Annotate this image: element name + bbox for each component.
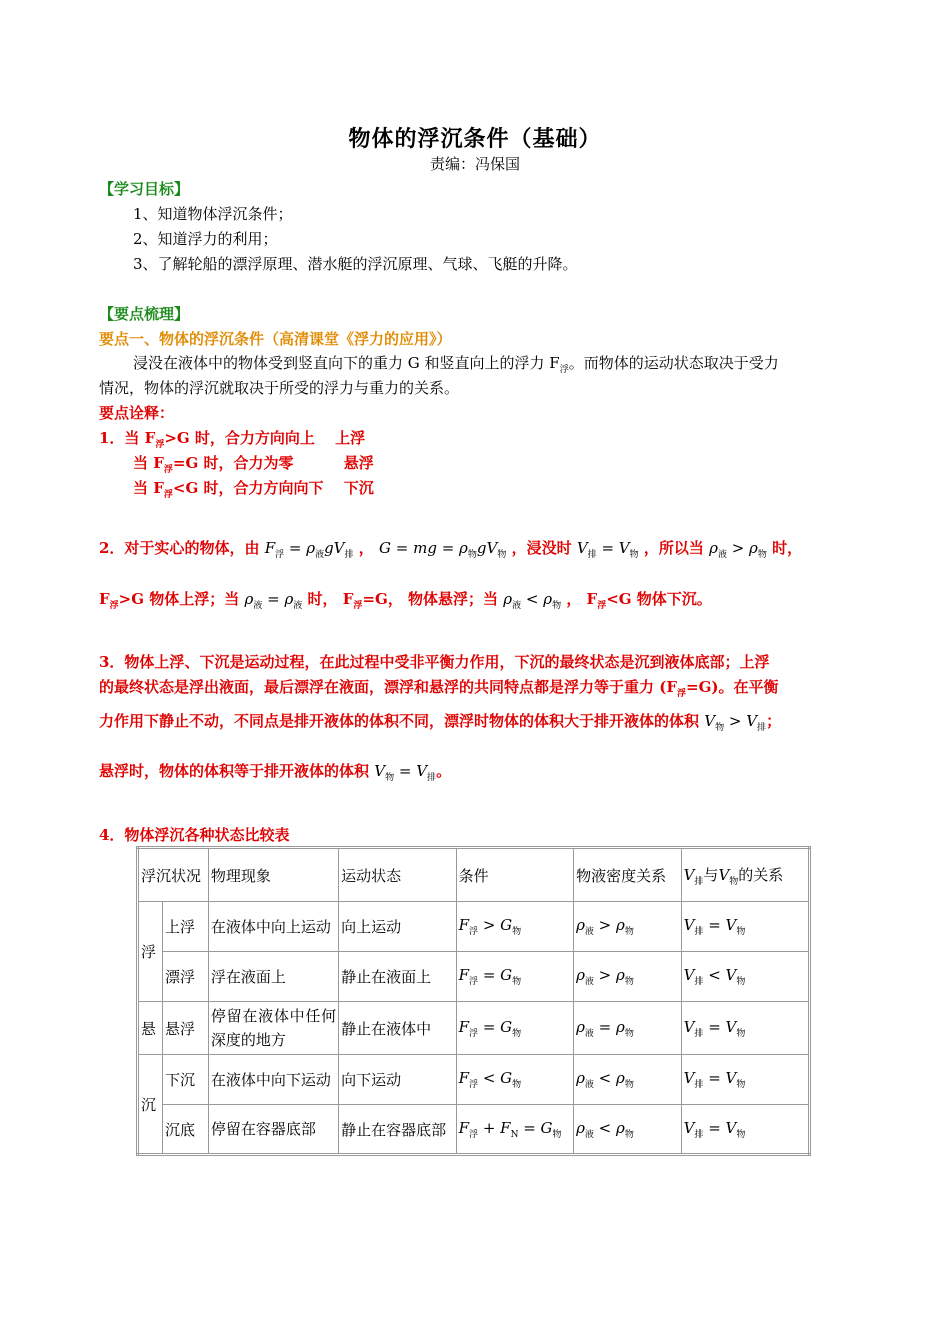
cell-motion: 静止在液体中 (339, 1002, 456, 1055)
table-header-row (138, 848, 810, 902)
table-row (138, 952, 810, 1002)
cell-motion: 静止在容器底部 (339, 1105, 456, 1155)
table-row (138, 1002, 810, 1055)
point3-line4: 悬浮时，物体的体积等于排开液体的体积 $V_物 = V_排$。 (99, 762, 452, 783)
formula-density-equal: $\rho_液 = \rho_液$ (244, 590, 303, 611)
group-suspend: 悬 (138, 1002, 163, 1055)
cell-volume: $V_排 = V_物$ (681, 1055, 809, 1105)
cell-condition: $F_浮 + F_N = G_物$ (456, 1105, 573, 1155)
point4-heading: 4．物体浮沉各种状态比较表 (99, 826, 290, 844)
comparison-table (136, 846, 811, 1156)
header-state: 浮沉状况 (138, 848, 209, 902)
formula-volume-equal: $V_排 = V_物$ (576, 539, 639, 560)
cell-condition: $F_浮 < G_物$ (456, 1055, 573, 1105)
cell-density: $\rho_液 > \rho_物$ (574, 952, 682, 1002)
cell-density: $\rho_液 < \rho_物$ (574, 1105, 682, 1155)
cell-state: 悬浮 (162, 1002, 208, 1055)
table-row (138, 902, 810, 952)
cell-phenomenon: 浮在液面上 (208, 952, 338, 1002)
cell-condition: $F_浮 = G_物$ (456, 1002, 573, 1055)
cell-motion: 静止在液面上 (339, 952, 456, 1002)
points-heading: 【要点梳理】 (99, 305, 190, 323)
cell-condition: $F_浮 > G_物$ (456, 902, 573, 952)
paragraph-1a: 浸没在液体中的物体受到竖直向下的重力 G 和竖直向上的浮力 $F_浮$。而物体的运动状态取决于受力 (133, 354, 779, 375)
rule-line-1: 1．当 $F_浮>G$ 时，合力方向向上 上浮 (99, 429, 366, 450)
point3-line2: 的最终状态是浮出液面，最后漂浮在液面，漂浮和悬浮的共同特点都是浮力等于重力 $(F_浮=G)$。在平衡 (99, 678, 779, 699)
goal-item-2: 2、知道浮力的利用； (133, 230, 278, 248)
cell-phenomenon: 在液体中向下运动 (208, 1055, 338, 1105)
paragraph-1b: 情况，物体的浮沉就取决于所受的浮力与重力的关系。 (99, 379, 460, 397)
header-condition: 条件 (456, 848, 573, 902)
cell-density: $\rho_液 = \rho_物$ (574, 1002, 682, 1055)
cell-state: 上浮 (162, 902, 208, 952)
editor-line: 责编：冯保国 (429, 155, 520, 173)
cell-volume: $V_排 < V_物$ (681, 952, 809, 1002)
rule-line-2: 当 $F_浮=G$ 时，合力为零 悬浮 (133, 454, 374, 475)
rule-line-3: 当 $F_浮<G$ 时，合力方向向下 下沉 (133, 479, 374, 500)
cell-density: $\rho_液 < \rho_物$ (574, 1055, 682, 1105)
cell-motion: 向下运动 (339, 1055, 456, 1105)
cell-condition: $F_浮 = G_物$ (456, 952, 573, 1002)
cell-volume: $V_排 = V_物$ (681, 1105, 809, 1155)
header-density: 物液密度关系 (574, 848, 682, 902)
formula-gravity: G = mg = $\rho_物gV_物$ (379, 539, 507, 560)
goals-heading: 【学习目标】 (99, 180, 190, 198)
point3-line3: 力作用下静止不动，不同点是排开液体的体积不同，漂浮时物体的体积大于排开液体的体积 $V_物 > V_排$； (99, 712, 782, 733)
cell-state: 漂浮 (162, 952, 208, 1002)
point1-heading: 要点一、物体的浮沉条件（高清课堂《浮力的应用》） (99, 330, 452, 348)
group-sink: 沉 (138, 1055, 163, 1155)
cell-phenomenon: 停留在液体中任何深度的地方 (208, 1002, 338, 1055)
cell-density: $\rho_液 > \rho_物$ (574, 902, 682, 952)
group-float: 浮 (138, 902, 163, 1002)
explain-heading: 要点诠释： (99, 404, 175, 422)
header-volume: $V_排$与$V_物$的关系 (681, 848, 809, 902)
cell-volume: $V_排 = V_物$ (681, 902, 809, 952)
cell-volume: $V_排 = V_物$ (681, 1002, 809, 1055)
formula-volume-greater: $V_物 > V_排$ (704, 712, 767, 733)
formula-volume-equal-2: $V_物 = V_排$ (374, 762, 437, 783)
point2-line1: 2．对于实心的物体，由 $F_浮 = \rho_液gV_排$ ， G = mg = $\rho_物gV_物$ ，浸没时 $V_排 = V_物$ ，所以当 $\rho_液 > \rho_物$ 时， (99, 539, 803, 560)
cell-state: 沉底 (162, 1105, 208, 1155)
goal-item-1: 1、知道物体浮沉条件； (133, 205, 293, 223)
table-row (138, 1105, 810, 1155)
cell-phenomenon: 停留在容器底部 (208, 1105, 338, 1155)
header-motion: 运动状态 (339, 848, 456, 902)
cell-motion: 向上运动 (339, 902, 456, 952)
page-title: 物体的浮沉条件（基础） (348, 126, 602, 152)
cell-phenomenon: 在液体中向上运动 (208, 902, 338, 952)
goal-item-3: 3、了解轮船的漂浮原理、潜水艇的浮沉原理、气球、飞艇的升降。 (133, 255, 578, 273)
point3-line1: 3．物体上浮、下沉是运动过程，在此过程中受非平衡力作用，下沉的最终状态是沉到液体底部；上浮 (99, 653, 770, 671)
point2-line2: $F_浮>G$ 物体上浮；当 $\rho_液 = \rho_液$ 时， $F_浮=G$， 物体悬浮；当 $\rho_液 < \rho_物$ ， $F_浮<G$ 物体下沉。 (99, 590, 712, 611)
formula-buoyancy: $F_浮 = \rho_液gV_排$ (264, 539, 354, 560)
header-phenomenon: 物理现象 (208, 848, 338, 902)
cell-state: 下沉 (162, 1055, 208, 1105)
formula-density-less: $\rho_液 < \rho_物$ (503, 590, 562, 611)
formula-density-greater: $\rho_液 > \rho_物$ (709, 539, 767, 560)
table-row (138, 1055, 810, 1105)
